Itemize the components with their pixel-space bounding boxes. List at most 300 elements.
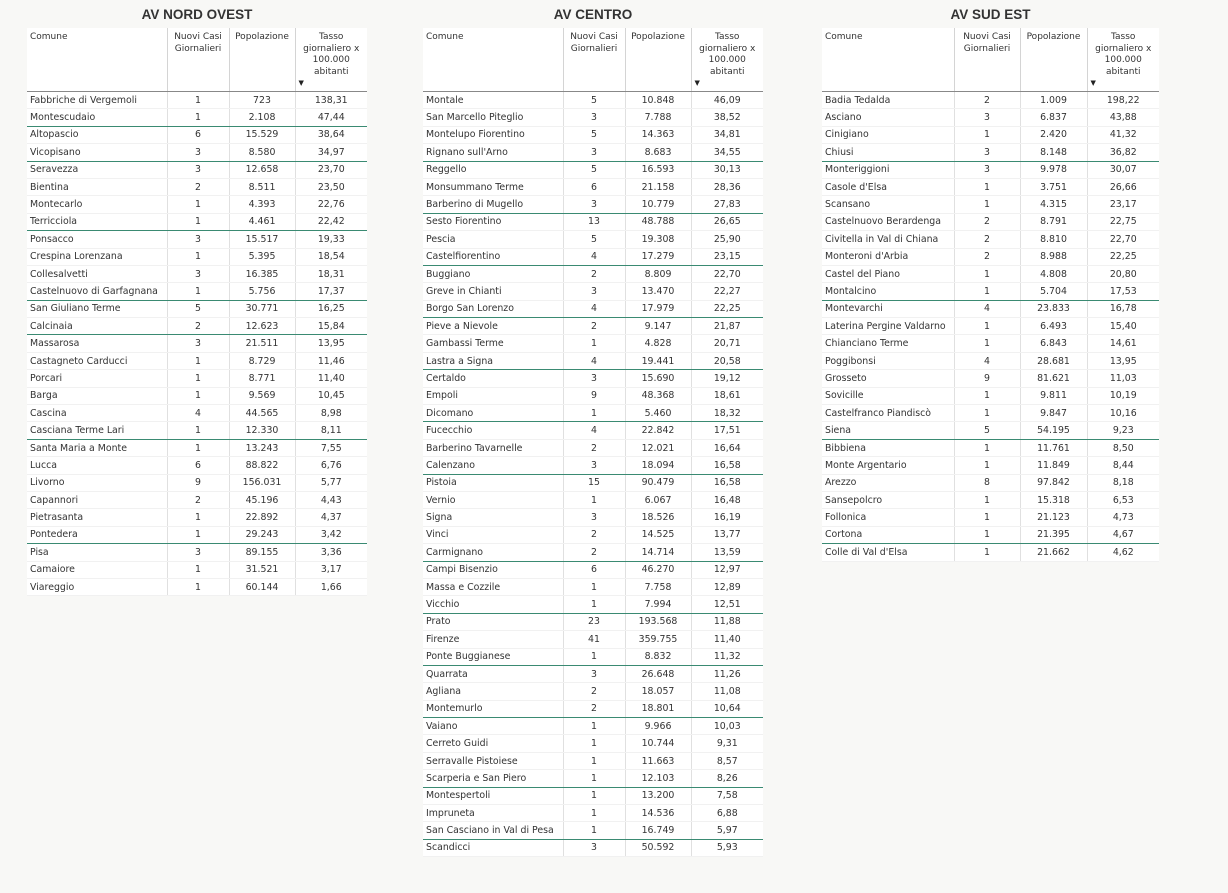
table-row[interactable] — [822, 300, 1159, 317]
cell-popolazione: 2.108 — [229, 109, 295, 126]
table-row[interactable] — [423, 213, 763, 230]
cell-casi: 3 — [563, 457, 625, 474]
cell-popolazione: 9.147 — [625, 318, 691, 335]
cell-popolazione: 193.568 — [625, 613, 691, 630]
cell-popolazione: 18.526 — [625, 509, 691, 526]
table-row[interactable] — [423, 178, 763, 195]
cell-tasso: 6,88 — [691, 805, 763, 822]
table-row[interactable] — [822, 109, 1159, 126]
cell-comune: Lucca — [27, 457, 167, 474]
cell-casi: 1 — [563, 822, 625, 839]
cell-popolazione: 11.663 — [625, 752, 691, 769]
table-row[interactable] — [822, 509, 1159, 526]
cell-popolazione: 9.978 — [1020, 161, 1087, 178]
table-row[interactable] — [423, 144, 763, 161]
cell-casi: 1 — [954, 196, 1020, 213]
table-row[interactable] — [822, 457, 1159, 474]
cell-tasso: 20,80 — [1087, 265, 1159, 282]
table-row[interactable] — [423, 318, 763, 335]
table-row[interactable] — [822, 335, 1159, 352]
cell-comune: Monteroni d'Arbia — [822, 248, 954, 265]
table-row[interactable] — [423, 161, 763, 178]
cell-comune: Reggello — [423, 161, 563, 178]
cell-casi: 1 — [563, 648, 625, 665]
cell-popolazione: 97.842 — [1020, 474, 1087, 491]
cell-casi: 4 — [954, 300, 1020, 317]
table-row[interactable] — [423, 770, 763, 787]
cell-casi: 9 — [954, 370, 1020, 387]
cell-popolazione: 4.461 — [229, 213, 295, 230]
table-row[interactable] — [423, 544, 763, 561]
table-row[interactable] — [423, 422, 763, 439]
cell-casi: 23 — [563, 613, 625, 630]
cell-comune: Scandicci — [423, 839, 563, 856]
table-row[interactable] — [423, 735, 763, 752]
panel-title: AV SUD EST — [950, 7, 1031, 22]
panel-av-sud-est — [822, 0, 1159, 562]
cell-comune: San Marcello Piteglio — [423, 109, 563, 126]
cell-comune: Badia Tedalda — [822, 92, 954, 109]
cell-tasso: 1,66 — [295, 578, 367, 595]
cell-tasso: 16,58 — [691, 474, 763, 491]
table-row[interactable] — [423, 92, 763, 109]
table-row[interactable] — [822, 352, 1159, 369]
table-row[interactable] — [423, 370, 763, 387]
cell-popolazione: 17.979 — [625, 300, 691, 317]
table-row[interactable] — [423, 648, 763, 665]
cell-tasso: 13,77 — [691, 526, 763, 543]
cell-popolazione: 89.155 — [229, 544, 295, 561]
cell-casi: 1 — [167, 439, 229, 456]
cell-casi: 9 — [167, 474, 229, 491]
table-row[interactable] — [822, 178, 1159, 195]
table-row[interactable] — [27, 474, 367, 491]
cell-tasso: 16,19 — [691, 509, 763, 526]
cell-popolazione: 3.751 — [1020, 178, 1087, 195]
cell-comune: Bibbiena — [822, 439, 954, 456]
cell-casi: 5 — [167, 300, 229, 317]
table-row[interactable] — [27, 526, 367, 543]
cell-popolazione: 4.808 — [1020, 265, 1087, 282]
cell-comune: Certaldo — [423, 370, 563, 387]
cell-comune: Livorno — [27, 474, 167, 491]
cell-tasso: 11,40 — [295, 370, 367, 387]
cell-casi: 3 — [167, 544, 229, 561]
table-row[interactable] — [27, 248, 367, 265]
table-row[interactable] — [822, 248, 1159, 265]
cell-comune: Scarperia e San Piero — [423, 770, 563, 787]
cell-popolazione: 359.755 — [625, 631, 691, 648]
cell-popolazione: 26.648 — [625, 665, 691, 682]
table-row[interactable] — [423, 805, 763, 822]
cell-tasso: 30,13 — [691, 161, 763, 178]
table-row[interactable] — [27, 265, 367, 282]
cell-tasso: 34,81 — [691, 126, 763, 143]
cell-popolazione: 8.580 — [229, 144, 295, 161]
cell-tasso: 38,52 — [691, 109, 763, 126]
cell-casi: 1 — [167, 109, 229, 126]
cell-popolazione: 4.828 — [625, 335, 691, 352]
cell-tasso: 21,87 — [691, 318, 763, 335]
table-row[interactable] — [822, 126, 1159, 143]
column-header-tasso[interactable] — [1087, 28, 1159, 92]
cell-popolazione: 12.021 — [625, 439, 691, 456]
cell-popolazione: 12.330 — [229, 422, 295, 439]
cell-comune: Castelfiorentino — [423, 248, 563, 265]
cell-comune: Massarosa — [27, 335, 167, 352]
cell-casi: 1 — [563, 718, 625, 735]
cell-tasso: 3,36 — [295, 544, 367, 561]
table-row[interactable] — [423, 109, 763, 126]
cell-comune: Camaiore — [27, 561, 167, 578]
cell-casi: 4 — [954, 352, 1020, 369]
cell-casi: 2 — [167, 318, 229, 335]
column-header-popolazione[interactable]: Popolazione — [229, 28, 295, 92]
sort-desc-icon[interactable]: ▼ — [298, 78, 304, 87]
table-row[interactable] — [423, 718, 763, 735]
table-row[interactable] — [423, 405, 763, 422]
cell-popolazione: 44.565 — [229, 405, 295, 422]
table-row[interactable] — [423, 665, 763, 682]
cell-casi: 13 — [563, 213, 625, 230]
table-row[interactable] — [822, 491, 1159, 508]
table-row[interactable] — [822, 265, 1159, 282]
table-row[interactable] — [423, 491, 763, 508]
cell-tasso: 22,25 — [691, 300, 763, 317]
table-row[interactable] — [423, 752, 763, 769]
cell-comune: Vaiano — [423, 718, 563, 735]
cell-casi: 3 — [954, 161, 1020, 178]
cell-comune: Campi Bisenzio — [423, 561, 563, 578]
table-row[interactable] — [822, 422, 1159, 439]
table-row[interactable] — [822, 544, 1159, 561]
table-row[interactable] — [822, 405, 1159, 422]
table-row[interactable] — [27, 457, 367, 474]
cell-tasso: 23,70 — [295, 161, 367, 178]
cell-casi: 1 — [954, 491, 1020, 508]
cell-tasso: 11,08 — [691, 683, 763, 700]
cell-comune: Cascina — [27, 405, 167, 422]
column-header-popolazione[interactable]: Popolazione — [625, 28, 691, 92]
cell-tasso: 23,50 — [295, 178, 367, 195]
table-row[interactable] — [423, 457, 763, 474]
cell-tasso: 7,58 — [691, 787, 763, 804]
cell-casi: 2 — [563, 526, 625, 543]
cell-comune: Carmignano — [423, 544, 563, 561]
table-row[interactable] — [423, 126, 763, 143]
cell-casi: 1 — [563, 335, 625, 352]
cell-comune: Santa Maria a Monte — [27, 439, 167, 456]
cell-tasso: 8,11 — [295, 422, 367, 439]
table-row[interactable] — [822, 231, 1159, 248]
table-row[interactable] — [822, 196, 1159, 213]
table-row[interactable] — [423, 509, 763, 526]
cell-comune: Rignano sull'Arno — [423, 144, 563, 161]
cell-comune: Asciano — [822, 109, 954, 126]
cell-comune: Castelfranco Piandiscò — [822, 405, 954, 422]
cell-popolazione: 11.761 — [1020, 439, 1087, 456]
table-row[interactable] — [423, 300, 763, 317]
sort-desc-icon[interactable]: ▼ — [694, 78, 700, 87]
table-row[interactable] — [822, 213, 1159, 230]
cell-comune: Montale — [423, 92, 563, 109]
cell-casi: 2 — [563, 544, 625, 561]
table-row[interactable] — [822, 387, 1159, 404]
table-row[interactable] — [27, 544, 367, 561]
table-row[interactable] — [27, 422, 367, 439]
table-row[interactable] — [27, 109, 367, 126]
cell-popolazione: 13.470 — [625, 283, 691, 300]
cell-tasso: 8,44 — [1087, 457, 1159, 474]
cell-popolazione: 48.368 — [625, 387, 691, 404]
table-row[interactable] — [423, 700, 763, 717]
cell-popolazione: 9.847 — [1020, 405, 1087, 422]
column-header-comune[interactable]: Comune — [822, 28, 954, 92]
table-row[interactable] — [27, 144, 367, 161]
cell-comune: Seravezza — [27, 161, 167, 178]
cell-casi: 3 — [167, 144, 229, 161]
table-row[interactable] — [27, 161, 367, 178]
cell-casi: 3 — [954, 109, 1020, 126]
cell-popolazione: 5.756 — [229, 283, 295, 300]
cell-popolazione: 48.788 — [625, 213, 691, 230]
table-row[interactable] — [27, 439, 367, 456]
column-header-casi[interactable]: Nuovi Casi Giornalieri — [167, 28, 229, 92]
table-row[interactable] — [423, 561, 763, 578]
table-row[interactable] — [822, 526, 1159, 543]
column-header-comune[interactable]: Comune — [423, 28, 563, 92]
cell-comune: Sansepolcro — [822, 491, 954, 508]
cell-popolazione: 8.810 — [1020, 231, 1087, 248]
table-row[interactable] — [27, 196, 367, 213]
table-row[interactable] — [822, 370, 1159, 387]
table-row[interactable] — [27, 370, 367, 387]
cell-popolazione: 13.200 — [625, 787, 691, 804]
cell-comune: Poggibonsi — [822, 352, 954, 369]
cell-tasso: 16,25 — [295, 300, 367, 317]
cell-comune: Agliana — [423, 683, 563, 700]
cell-casi: 5 — [563, 92, 625, 109]
sort-desc-icon[interactable]: ▼ — [1090, 78, 1096, 87]
table-row[interactable] — [27, 213, 367, 230]
table-row[interactable] — [423, 474, 763, 491]
cell-tasso: 19,12 — [691, 370, 763, 387]
cell-casi: 1 — [954, 526, 1020, 543]
column-header-casi[interactable]: Nuovi Casi Giornalieri — [563, 28, 625, 92]
cell-casi: 3 — [954, 144, 1020, 161]
column-header-comune[interactable]: Comune — [27, 28, 167, 92]
cell-tasso: 27,83 — [691, 196, 763, 213]
cell-comune: Vernio — [423, 491, 563, 508]
table-row[interactable] — [27, 335, 367, 352]
cell-tasso: 43,88 — [1087, 109, 1159, 126]
table-row[interactable] — [423, 439, 763, 456]
cell-tasso: 4,67 — [1087, 526, 1159, 543]
table-row[interactable] — [27, 578, 367, 595]
cell-popolazione: 45.196 — [229, 491, 295, 508]
cell-casi: 2 — [563, 318, 625, 335]
table-row[interactable] — [423, 387, 763, 404]
cell-popolazione: 60.144 — [229, 578, 295, 595]
cell-popolazione: 4.393 — [229, 196, 295, 213]
cell-popolazione: 10.848 — [625, 92, 691, 109]
table-row[interactable] — [27, 509, 367, 526]
column-header-tasso-label: Tasso giornaliero x 100.000 abitanti — [699, 32, 756, 77]
table-row[interactable] — [423, 248, 763, 265]
cell-comune: Montecarlo — [27, 196, 167, 213]
cell-comune: San Giuliano Terme — [27, 300, 167, 317]
table-row[interactable] — [822, 283, 1159, 300]
cell-tasso: 12,97 — [691, 561, 763, 578]
cell-comune: Ponsacco — [27, 231, 167, 248]
table-row[interactable] — [423, 526, 763, 543]
cell-tasso: 25,90 — [691, 231, 763, 248]
cell-tasso: 10,45 — [295, 387, 367, 404]
table-row[interactable] — [423, 839, 763, 856]
table-header-row — [27, 28, 367, 92]
cell-tasso: 30,07 — [1087, 161, 1159, 178]
table-row[interactable] — [27, 283, 367, 300]
table-row[interactable] — [27, 300, 367, 317]
table-row[interactable] — [423, 683, 763, 700]
cell-popolazione: 17.279 — [625, 248, 691, 265]
table-row[interactable] — [822, 144, 1159, 161]
column-header-tasso[interactable] — [691, 28, 763, 92]
cell-comune: Siena — [822, 422, 954, 439]
cell-tasso: 47,44 — [295, 109, 367, 126]
table-row[interactable] — [27, 318, 367, 335]
cell-casi: 1 — [167, 370, 229, 387]
table-row[interactable] — [822, 318, 1159, 335]
table-row[interactable] — [423, 596, 763, 613]
cell-tasso: 34,55 — [691, 144, 763, 161]
table-row[interactable] — [423, 265, 763, 282]
table-row[interactable] — [822, 439, 1159, 456]
cell-casi: 2 — [954, 92, 1020, 109]
cell-comune: Civitella in Val di Chiana — [822, 231, 954, 248]
cell-comune: Terricciola — [27, 213, 167, 230]
cell-casi: 4 — [167, 405, 229, 422]
cell-casi: 1 — [954, 318, 1020, 335]
cell-tasso: 17,53 — [1087, 283, 1159, 300]
cell-tasso: 8,57 — [691, 752, 763, 769]
cell-popolazione: 12.103 — [625, 770, 691, 787]
cell-comune: Collesalvetti — [27, 265, 167, 282]
cell-popolazione: 14.536 — [625, 805, 691, 822]
cell-comune: Barberino Tavarnelle — [423, 439, 563, 456]
cell-comune: Chiusi — [822, 144, 954, 161]
table-row[interactable] — [423, 613, 763, 630]
column-header-tasso-label: Tasso giornaliero x 100.000 abitanti — [303, 32, 360, 77]
panel-av-nord-ovest — [27, 0, 367, 596]
cell-popolazione: 50.592 — [625, 839, 691, 856]
cell-casi: 1 — [954, 387, 1020, 404]
column-header-casi[interactable]: Nuovi Casi Giornalieri — [954, 28, 1020, 92]
table-row[interactable] — [27, 387, 367, 404]
cell-popolazione: 30.771 — [229, 300, 295, 317]
cell-tasso: 198,22 — [1087, 92, 1159, 109]
cell-tasso: 11,03 — [1087, 370, 1159, 387]
column-header-popolazione[interactable]: Popolazione — [1020, 28, 1087, 92]
cell-popolazione: 21.662 — [1020, 544, 1087, 561]
table-row[interactable] — [27, 561, 367, 578]
cell-tasso: 9,23 — [1087, 422, 1159, 439]
cell-casi: 41 — [563, 631, 625, 648]
cell-comune: Sesto Fiorentino — [423, 213, 563, 230]
cell-comune: Capannori — [27, 491, 167, 508]
cell-tasso: 13,95 — [1087, 352, 1159, 369]
cell-tasso: 34,97 — [295, 144, 367, 161]
cell-casi: 1 — [954, 178, 1020, 195]
cell-casi: 1 — [954, 335, 1020, 352]
table-row[interactable] — [423, 787, 763, 804]
cell-comune: Pontedera — [27, 526, 167, 543]
cell-comune: Monsummano Terme — [423, 178, 563, 195]
cell-comune: Impruneta — [423, 805, 563, 822]
cell-popolazione: 23.833 — [1020, 300, 1087, 317]
cell-comune: Castelnuovo di Garfagnana — [27, 283, 167, 300]
cell-popolazione: 8.729 — [229, 352, 295, 369]
table-row[interactable] — [822, 161, 1159, 178]
cell-popolazione: 6.837 — [1020, 109, 1087, 126]
cell-tasso: 11,46 — [295, 352, 367, 369]
data-table — [423, 28, 763, 857]
table-row[interactable] — [822, 92, 1159, 109]
cell-casi: 8 — [954, 474, 1020, 491]
cell-comune: Greve in Chianti — [423, 283, 563, 300]
cell-popolazione: 14.525 — [625, 526, 691, 543]
table-row[interactable] — [423, 231, 763, 248]
table-row[interactable] — [27, 178, 367, 195]
cell-comune: Scansano — [822, 196, 954, 213]
table-row[interactable] — [423, 335, 763, 352]
table-row[interactable] — [27, 126, 367, 143]
cell-popolazione: 1.009 — [1020, 92, 1087, 109]
cell-comune: Pescia — [423, 231, 563, 248]
cell-popolazione: 16.749 — [625, 822, 691, 839]
table-row[interactable] — [423, 631, 763, 648]
table-row[interactable] — [27, 352, 367, 369]
table-row[interactable] — [822, 474, 1159, 491]
cell-tasso: 18,32 — [691, 405, 763, 422]
cell-tasso: 23,17 — [1087, 196, 1159, 213]
cell-popolazione: 8.832 — [625, 648, 691, 665]
cell-tasso: 13,59 — [691, 544, 763, 561]
table-row[interactable] — [423, 196, 763, 213]
column-header-tasso[interactable] — [295, 28, 367, 92]
table-row[interactable] — [423, 283, 763, 300]
cell-casi: 1 — [563, 752, 625, 769]
table-row[interactable] — [27, 92, 367, 109]
table-row[interactable] — [27, 231, 367, 248]
table-row[interactable] — [423, 352, 763, 369]
cell-casi: 5 — [563, 161, 625, 178]
table-row[interactable] — [27, 491, 367, 508]
cell-tasso: 10,03 — [691, 718, 763, 735]
cell-tasso: 41,32 — [1087, 126, 1159, 143]
table-row[interactable] — [423, 578, 763, 595]
cell-casi: 5 — [563, 126, 625, 143]
cell-tasso: 7,55 — [295, 439, 367, 456]
cell-comune: Chianciano Terme — [822, 335, 954, 352]
cell-casi: 2 — [954, 213, 1020, 230]
table-row[interactable] — [423, 822, 763, 839]
table-row[interactable] — [27, 405, 367, 422]
cell-comune: Viareggio — [27, 578, 167, 595]
cell-casi: 6 — [563, 561, 625, 578]
cell-tasso: 18,31 — [295, 265, 367, 282]
cell-tasso: 20,71 — [691, 335, 763, 352]
